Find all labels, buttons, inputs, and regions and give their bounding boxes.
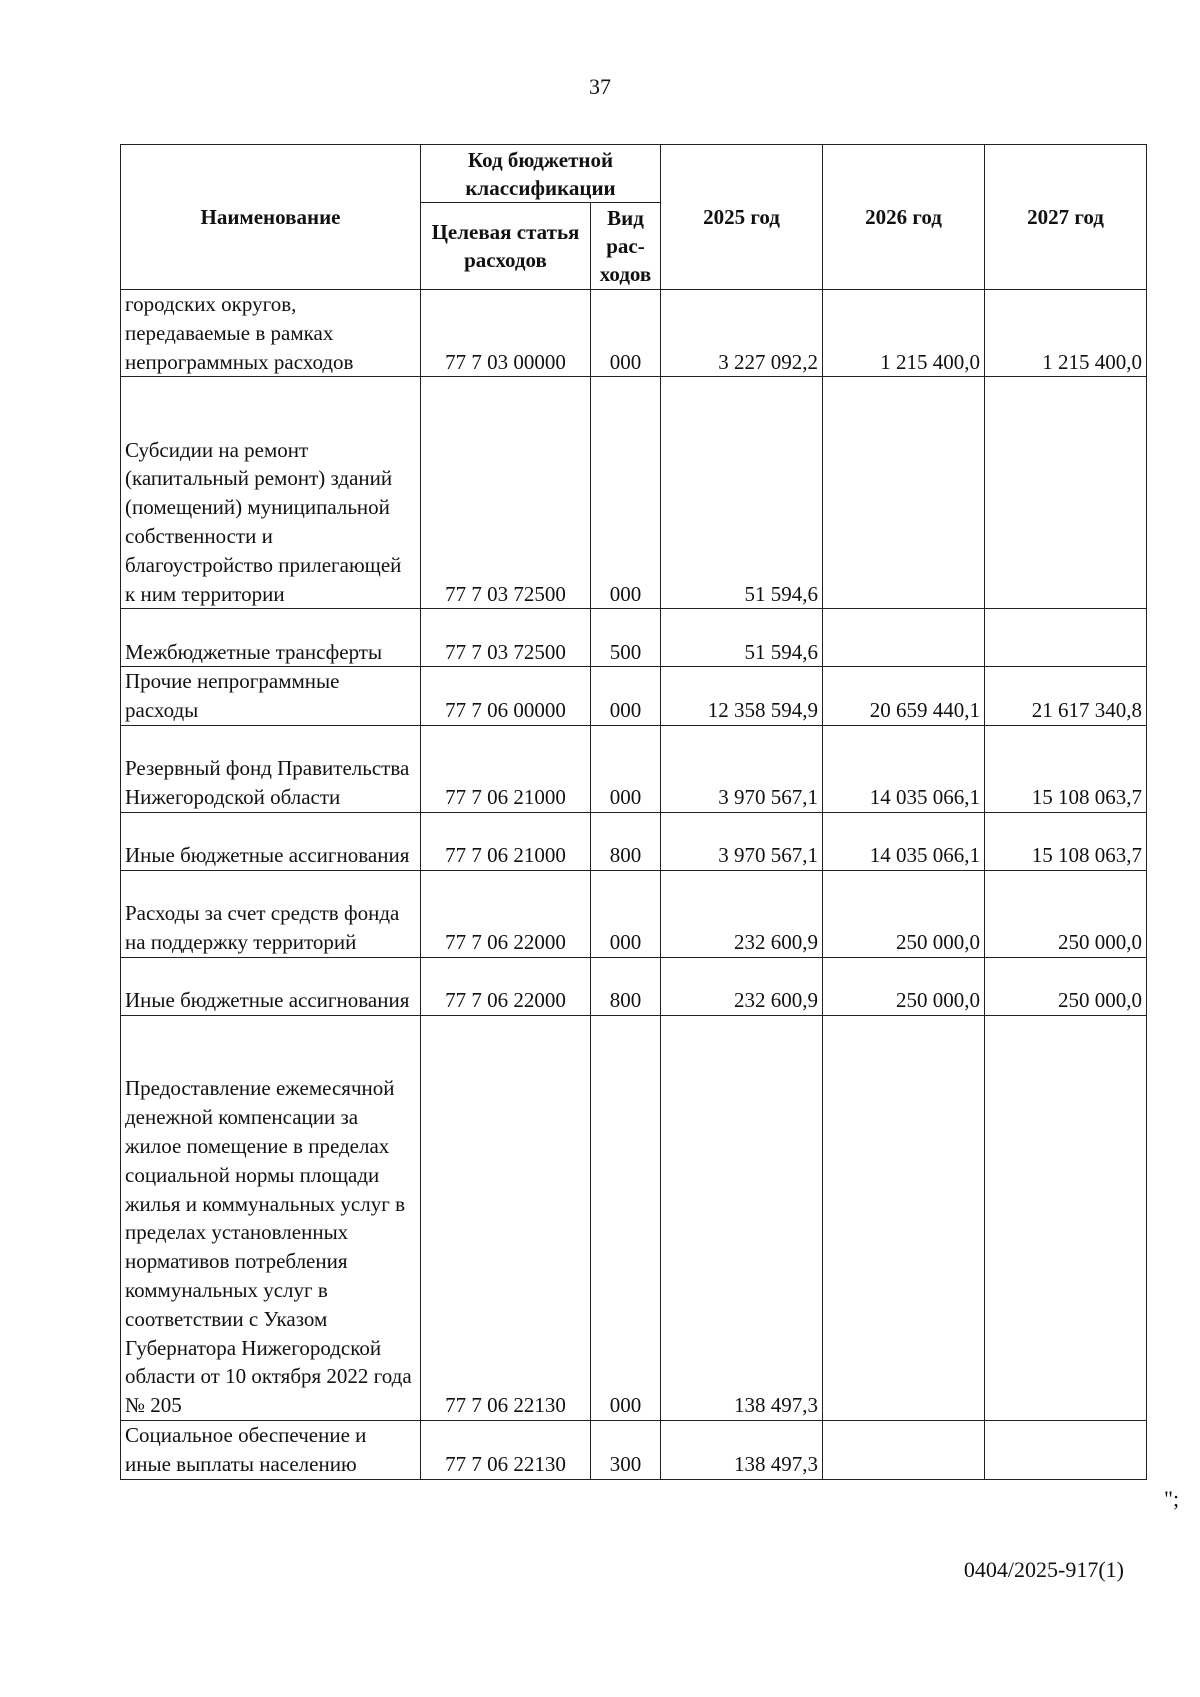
row-value-2026: 250 000,0 — [823, 957, 985, 1015]
row-value-2027 — [985, 609, 1147, 667]
table-row — [121, 870, 1147, 957]
row-value-2026 — [823, 377, 985, 609]
row-target-code: 77 7 06 21000 — [421, 725, 591, 812]
header-target-article: Целевая статья расходов — [421, 203, 591, 290]
row-expense-kind: 000 — [591, 870, 661, 957]
row-value-2026: 1 215 400,0 — [823, 290, 985, 377]
table-row — [121, 667, 1147, 726]
row-name: Иные бюджетные ассигнования — [121, 957, 421, 1015]
row-value-2026: 14 035 066,1 — [823, 725, 985, 812]
header-expense-kind: Вид рас-ходов — [591, 203, 661, 290]
row-target-code: 77 7 03 72500 — [421, 609, 591, 667]
table-row — [121, 290, 1147, 377]
row-target-code: 77 7 06 22000 — [421, 870, 591, 957]
table-row — [121, 725, 1147, 812]
table-row — [121, 812, 1147, 870]
header-2025: 2025 год — [661, 145, 823, 290]
row-expense-kind: 800 — [591, 812, 661, 870]
row-expense-kind: 800 — [591, 957, 661, 1015]
row-value-2025: 232 600,9 — [661, 870, 823, 957]
row-name: Социальное обеспечение и иные выплаты населению — [121, 1420, 421, 1479]
row-value-2025: 3 970 567,1 — [661, 725, 823, 812]
table-row — [121, 1420, 1147, 1479]
row-value-2026 — [823, 1420, 985, 1479]
row-target-code: 77 7 06 00000 — [421, 667, 591, 726]
row-expense-kind: 000 — [591, 725, 661, 812]
row-target-code: 77 7 06 22130 — [421, 1420, 591, 1479]
header-2027: 2027 год — [985, 145, 1147, 290]
row-name: Прочие непрограммные расходы — [121, 667, 421, 726]
row-value-2027 — [985, 377, 1147, 609]
header-name: Наименование — [121, 145, 421, 290]
row-value-2025: 232 600,9 — [661, 957, 823, 1015]
row-value-2025: 12 358 594,9 — [661, 667, 823, 726]
row-value-2026 — [823, 1015, 985, 1420]
row-value-2027 — [985, 1015, 1147, 1420]
row-name: городских округов, передаваемые в рамках непрограммных расходов — [121, 290, 421, 377]
budget-table — [120, 144, 1147, 1480]
table-row — [121, 377, 1147, 609]
row-expense-kind: 300 — [591, 1420, 661, 1479]
row-expense-kind: 000 — [591, 667, 661, 726]
row-value-2027: 15 108 063,7 — [985, 725, 1147, 812]
row-value-2027: 1 215 400,0 — [985, 290, 1147, 377]
row-name: Субсидии на ремонт (капитальный ремонт) зданий (помещений) муниципальной собственности и благоустройство прилегающей к ним территории — [121, 377, 421, 609]
row-value-2025: 3 227 092,2 — [661, 290, 823, 377]
row-expense-kind: 500 — [591, 609, 661, 667]
table-row — [121, 957, 1147, 1015]
row-name: Резервный фонд Правительства Нижегородской области — [121, 725, 421, 812]
row-name: Предоставление ежемесячной денежной компенсации за жилое помещение в пределах социальной нормы площади жилья и коммунальных услуг в пределах установленных нормативов потребления коммунальных услуг в соответствии с Указом Губернатора Нижегородской области от 10 октября 2022 года № 205 — [121, 1015, 421, 1420]
row-value-2027 — [985, 1420, 1147, 1479]
row-value-2025: 51 594,6 — [661, 609, 823, 667]
row-target-code: 77 7 06 22130 — [421, 1015, 591, 1420]
page-number: 37 — [589, 74, 611, 99]
row-value-2026: 250 000,0 — [823, 870, 985, 957]
table-row — [121, 609, 1147, 667]
table-row — [121, 1015, 1147, 1420]
row-value-2026: 20 659 440,1 — [823, 667, 985, 726]
row-target-code: 77 7 06 22000 — [421, 957, 591, 1015]
row-value-2025: 138 497,3 — [661, 1015, 823, 1420]
row-value-2026 — [823, 609, 985, 667]
row-target-code: 77 7 03 00000 — [421, 290, 591, 377]
header-2026: 2026 год — [823, 145, 985, 290]
row-target-code: 77 7 06 21000 — [421, 812, 591, 870]
row-target-code: 77 7 03 72500 — [421, 377, 591, 609]
header-code-group: Код бюджетной классификации — [421, 145, 661, 203]
row-value-2027: 250 000,0 — [985, 957, 1147, 1015]
document-number: 0404/2025-917(1) — [963, 1557, 1124, 1582]
closing-quote-mark: "; — [1164, 1486, 1180, 1511]
row-value-2027: 15 108 063,7 — [985, 812, 1147, 870]
row-name: Расходы за счет средств фонда на поддержку территорий — [121, 870, 421, 957]
row-name: Иные бюджетные ассигнования — [121, 812, 421, 870]
row-value-2025: 51 594,6 — [661, 377, 823, 609]
row-name: Межбюджетные трансферты — [121, 609, 421, 667]
row-value-2025: 3 970 567,1 — [661, 812, 823, 870]
row-expense-kind: 000 — [591, 377, 661, 609]
row-expense-kind: 000 — [591, 290, 661, 377]
row-value-2025: 138 497,3 — [661, 1420, 823, 1479]
row-value-2026: 14 035 066,1 — [823, 812, 985, 870]
row-expense-kind: 000 — [591, 1015, 661, 1420]
row-value-2027: 21 617 340,8 — [985, 667, 1147, 726]
row-value-2027: 250 000,0 — [985, 870, 1147, 957]
